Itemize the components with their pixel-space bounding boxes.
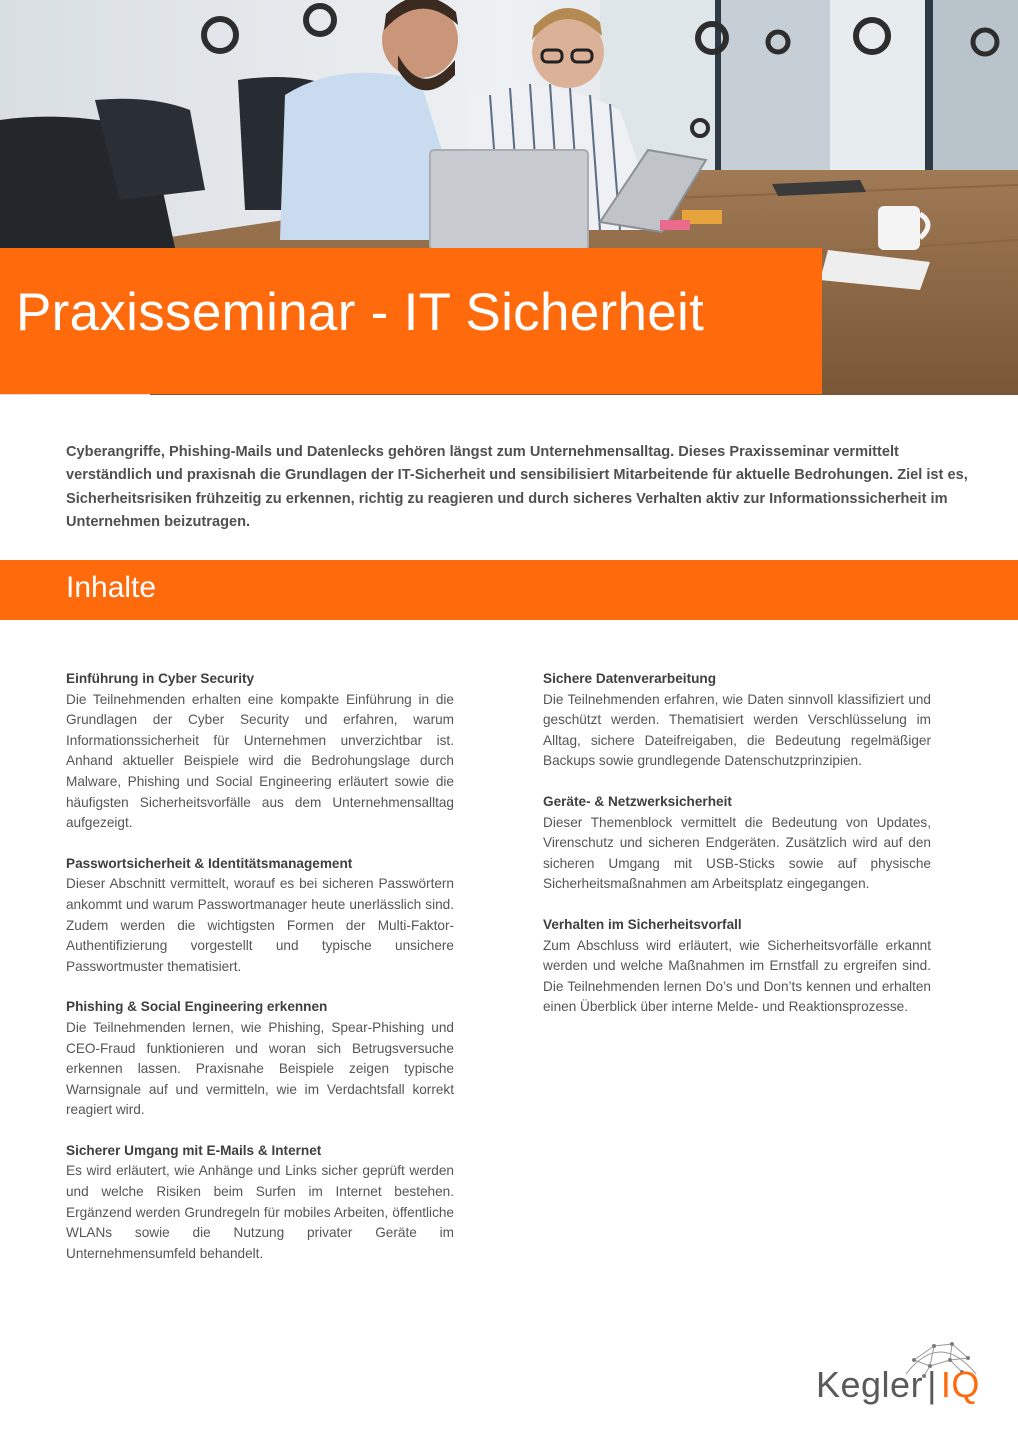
topic-phishing [66,997,454,1121]
topic-body: Zum Abschluss wird erläutert, wie Sicherheitsvorfälle erkannt werden und welche Maßnahmen im Ernstfall zu ergreifen sind. Die Teilnehmenden lernen Do’s und Don’ts kennen und erhalten einen Überblick über interne Melde- und Reaktionsprozesse. [543,937,931,1015]
topic-title: Sicherer Umgang mit E-Mails & Internet [66,1142,322,1158]
topic-title: Einführung in Cyber Security [66,671,255,686]
logo-wordmark [816,1364,980,1406]
topic-body: Dieser Abschnitt vermittelt, worauf es bei sicheren Passwörtern ankommt und warum Passwortmanager heute unerlässlich sind. Zudem werden die wichtigsten Formen der Multi-Faktor-Authentifizierung vorgestellt und typische unsichere Passwortmuster thematisiert. [66,876,454,974]
topic-device-network [543,792,931,895]
page-title: Praxisseminar - IT Sicherheit [16,283,705,342]
topic-cyber-security [66,669,454,834]
topic-body: Dieser Themenblock vermittelt die Bedeutung von Updates, Virenschutz und sicheren Endgeräten. Zusätzlich wird auf den sicheren Umgang mit USB-Sticks sowie auf physische Sicherheitsmaßnahmen am Arbeitsplatz eingegangen. [543,814,931,892]
topic-password-security [66,854,454,978]
topic-body: Die Teilnehmenden lernen, wie Phishing, Spear-Phishing und CEO-Fraud funktionieren und woran sich Betrugsversuche erkennen lassen. Praxisnahe Beispiele zeigen typische Warnsignale auf und vermitteln, wie im Verdachtsfall korrekt reagiert wird. [66,1019,454,1118]
topic-title: Phishing & Social Engineering erkennen [66,999,328,1015]
logo-suffix: IQ [940,1364,980,1405]
logo-separator: | [927,1364,937,1405]
topic-title: Verhalten im Sicherheitsvorfall [543,916,742,932]
topic-incident-response [543,915,931,1018]
topic-body: Die Teilnehmenden erhalten eine kompakte Einführung in die Grundlagen der Cyber Security und erfahren, warum Informationssicherheit für Unternehmen unverzichtbar ist. Anhand aktueller Beispiele wird die Bedrohungslage durch Malware, Phishing und Social Engineering erläutert sowie die häufigsten Sicherheitsvorfälle aus dem Unternehmensalltag aufgezeigt. [66,691,454,831]
logo-name: Kegler [816,1364,924,1405]
topic-title: Sichere Datenverarbeitung [543,671,717,686]
topic-email-internet [66,1141,454,1265]
content-column-left [66,669,454,1284]
topic-body: Es wird erläutert, wie Anhänge und Links sicher geprüft werden und welche Risiken beim Surfen im Internet bestehen. Ergänzend werden Grundregeln für mobiles Arbeiten, öffentliche WLANs sowie die Nutzung privater Geräte im Unternehmensumfeld behandelt. [66,1163,454,1261]
topic-title: Geräte- & Netzwerksicherheit [543,793,732,809]
company-logo [816,1336,996,1406]
topic-data-processing [543,669,931,772]
title-banner [0,248,822,394]
intro-paragraph: Cyberangriffe, Phishing-Mails und Datenlecks gehören längst zum Unternehmensalltag. Dieses Praxisseminar vermittelt verständlich und praxisnah die Grundlagen der IT-Sicherheit und sensibilisiert Mitarbeitende für aktuelle Bedrohungen. Ziel ist es, Sicherheitsrisiken frühzeitig zu erkennen, richtig zu reagieren und durch sicheres Verhalten aktiv zur Informationssicherheit im Unternehmen beizutragen. [66,444,968,530]
topic-body: Die Teilnehmenden erfahren, wie Daten sinnvoll klassifiziert und geschützt werden. Thematisiert werden Verschlüsselung im Alltag, sichere Dateifreigaben, die Bedeutung regelmäßiger Backups sowie grundlegende Datenschutzprinzipien. [543,691,931,769]
topic-title: Passwortsicherheit & Identitätsmanagement [66,855,353,871]
section-title: Inhalte [66,571,157,604]
content-column-right [543,669,931,1038]
section-header-band [0,560,1018,620]
